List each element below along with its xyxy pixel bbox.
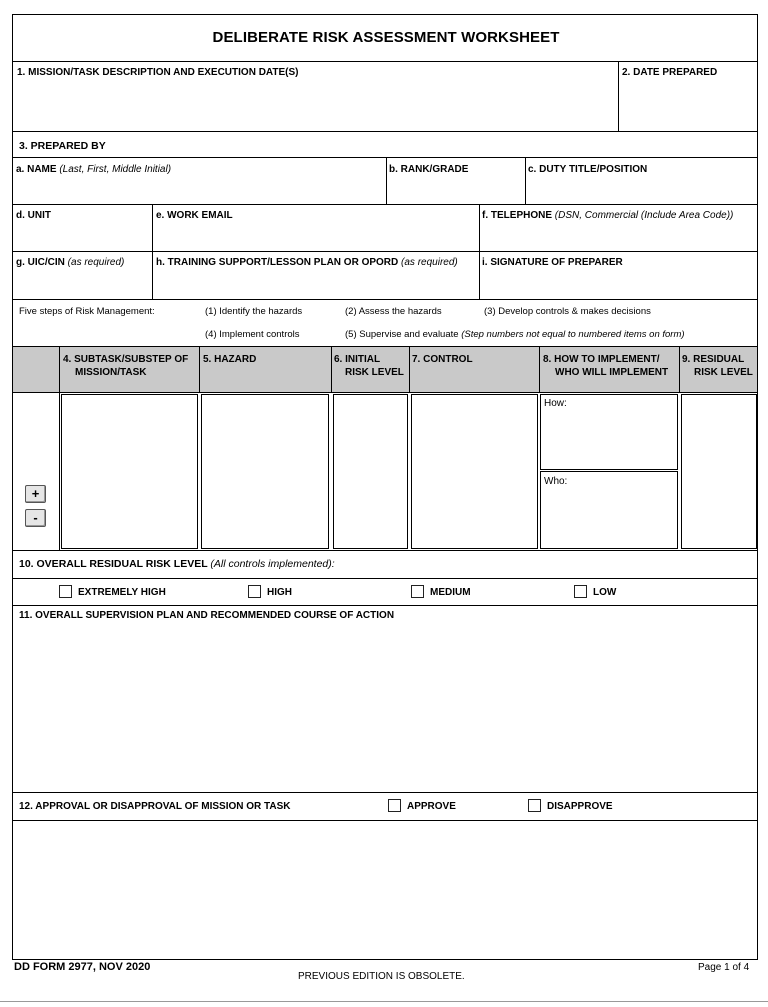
divider <box>59 347 60 393</box>
divider <box>386 157 387 204</box>
divider <box>409 347 410 393</box>
divider <box>13 251 757 252</box>
rank-grade-field[interactable] <box>388 177 524 203</box>
high-label: HIGH <box>267 587 292 598</box>
remove-row-button[interactable]: - <box>25 509 46 527</box>
divider <box>13 157 757 158</box>
supervision-plan-field[interactable] <box>14 625 756 791</box>
obsolete-notice: PREVIOUS EDITION IS OBSOLETE. <box>298 971 465 982</box>
low-checkbox[interactable] <box>574 585 587 598</box>
duty-title-label: c. DUTY TITLE/POSITION <box>528 164 648 175</box>
divider <box>618 61 619 131</box>
signature-label: i. SIGNATURE OF PREPARER <box>482 257 623 268</box>
risk-assessment-form <box>12 14 758 960</box>
approval-heading: 12. APPROVAL OR DISAPPROVAL OF MISSION OR TASK <box>19 801 291 812</box>
signature-field[interactable] <box>481 270 756 298</box>
divider <box>525 157 526 204</box>
divider <box>13 792 757 793</box>
work-email-field[interactable] <box>154 223 477 250</box>
training-support-field[interactable] <box>154 270 477 298</box>
how-field[interactable] <box>540 394 678 470</box>
divider <box>59 393 60 550</box>
approve-checkbox[interactable] <box>388 799 401 812</box>
step-3: (3) Develop controls & makes decisions <box>484 306 651 317</box>
step-2: (2) Assess the hazards <box>345 306 442 317</box>
medium-label: MEDIUM <box>430 587 471 598</box>
divider <box>13 820 757 821</box>
form-title: DELIBERATE RISK ASSESSMENT WORKSHEET <box>212 29 560 46</box>
mission-description-label: 1. MISSION/TASK DESCRIPTION AND EXECUTION DATE(S) <box>17 67 299 78</box>
name-field[interactable] <box>14 177 384 203</box>
divider <box>331 347 332 393</box>
how-label: How: <box>544 398 567 409</box>
date-prepared-field[interactable] <box>620 81 756 131</box>
divider <box>679 347 680 393</box>
training-support-label: h. TRAINING SUPPORT/LESSON PLAN OR OPORD (as required) <box>156 257 458 268</box>
col-subtask-header: 4. SUBTASK/SUBSTEP OF MISSION/TASK <box>63 354 189 378</box>
divider <box>539 347 540 393</box>
uic-cin-field[interactable] <box>14 270 150 298</box>
disapprove-checkbox[interactable] <box>528 799 541 812</box>
extremely-high-checkbox[interactable] <box>59 585 72 598</box>
medium-checkbox[interactable] <box>411 585 424 598</box>
divider <box>13 204 757 205</box>
who-field[interactable] <box>540 471 678 549</box>
date-prepared-label: 2. DATE PREPARED <box>622 67 718 78</box>
divider <box>13 578 757 579</box>
bottom-rule <box>0 1001 768 1002</box>
duty-title-field[interactable] <box>527 177 756 203</box>
uic-cin-label: g. UIC/CIN (as required) <box>16 257 125 268</box>
col-initial-risk-header: 6. INITIAL RISK LEVEL <box>334 354 404 378</box>
overall-residual-heading: 10. OVERALL RESIDUAL RISK LEVEL (All controls implemented): <box>19 558 335 570</box>
col-residual-risk-header: 9. RESIDUAL RISK LEVEL <box>682 354 753 378</box>
approval-remarks-field[interactable] <box>14 822 756 958</box>
supervision-plan-heading: 11. OVERALL SUPERVISION PLAN AND RECOMMENDED COURSE OF ACTION <box>19 610 395 621</box>
col-control-header: 7. CONTROL <box>412 354 473 365</box>
residual-risk-field[interactable] <box>681 394 757 549</box>
work-email-label: e. WORK EMAIL <box>156 210 233 221</box>
unit-label: d. UNIT <box>16 210 51 221</box>
high-checkbox[interactable] <box>248 585 261 598</box>
divider <box>199 347 200 393</box>
step-4: (4) Implement controls <box>205 329 300 340</box>
who-label: Who: <box>544 476 568 487</box>
low-label: LOW <box>593 587 617 598</box>
mission-description-field[interactable] <box>14 81 616 131</box>
hazard-field[interactable] <box>201 394 329 549</box>
col-hazard-header: 5. HAZARD <box>203 354 257 365</box>
step-1: (1) Identify the hazards <box>205 306 303 317</box>
extremely-high-label: EXTREMELY HIGH <box>78 587 166 598</box>
name-label: a. NAME (Last, First, Middle Initial) <box>16 164 172 175</box>
page-number: Page 1 of 4 <box>698 962 750 973</box>
add-row-button[interactable]: + <box>25 485 46 503</box>
divider <box>13 605 757 606</box>
steps-intro: Five steps of Risk Management: <box>19 306 155 317</box>
form-number: DD FORM 2977, NOV 2020 <box>14 961 151 973</box>
col-how-who-header: 8. HOW TO IMPLEMENT/ WHO WILL IMPLEMENT <box>543 354 669 378</box>
subtask-field[interactable] <box>61 394 198 549</box>
rank-grade-label: b. RANK/GRADE <box>389 164 469 175</box>
initial-risk-field[interactable] <box>333 394 408 549</box>
control-field[interactable] <box>411 394 538 549</box>
approve-label: APPROVE <box>407 801 456 812</box>
telephone-label: f. TELEPHONE (DSN, Commercial (Include Area Code)) <box>482 210 734 221</box>
prepared-by-heading: 3. PREPARED BY <box>19 140 106 152</box>
divider <box>13 61 757 62</box>
divider <box>13 299 757 300</box>
divider <box>13 131 757 132</box>
unit-field[interactable] <box>14 223 150 250</box>
step-5: (5) Supervise and evaluate (Step numbers not equal to numbered items on form) <box>345 329 685 340</box>
telephone-field[interactable] <box>481 223 756 250</box>
disapprove-label: DISAPPROVE <box>547 801 613 812</box>
divider <box>13 550 757 551</box>
table-header <box>13 346 757 393</box>
